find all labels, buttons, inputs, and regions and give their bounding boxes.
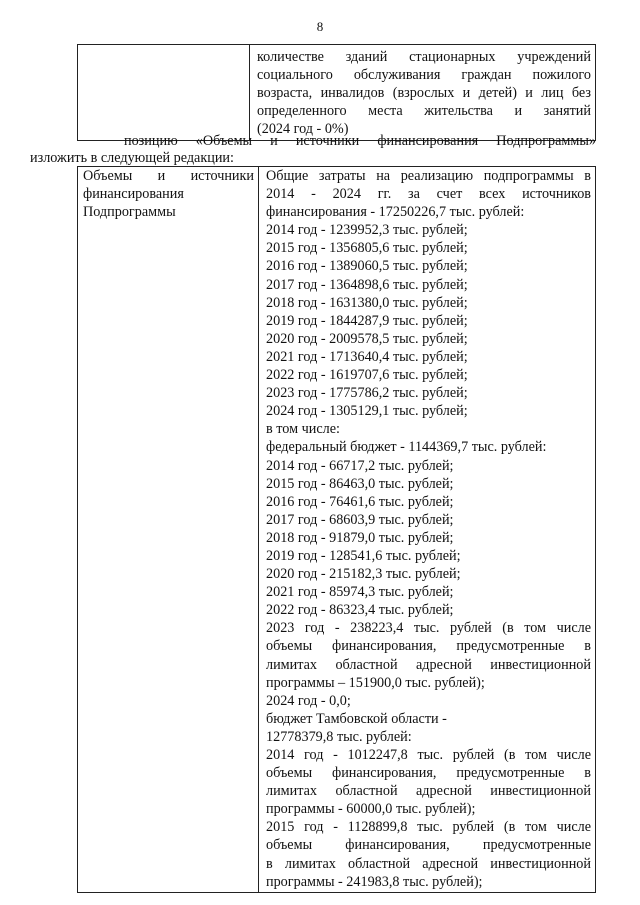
text-line: в том числе: [266, 421, 340, 438]
financing-table [77, 166, 596, 893]
text-line: 2014 год - 1239952,3 тыс. рублей; [266, 222, 468, 239]
financing-details-cell [259, 167, 596, 893]
text-line: 2022 год - 86323,4 тыс. рублей; [266, 602, 454, 619]
text-line: 2023 год - 238223,4 тыс. рублей (в том числе [266, 620, 591, 637]
text-line: федеральный бюджет - 1144369,7 тыс. рублей: [266, 439, 547, 456]
label-cell [78, 167, 259, 893]
text-line: Общие затраты на реализацию подпрограммы в [266, 168, 591, 184]
text-line: 2024 год - 1305129,1 тыс. рублей; [266, 403, 468, 420]
text-line: лимитах областной адресной инвестиционной [266, 656, 591, 673]
empty-label-cell [78, 45, 250, 141]
text-line: 2017 год - 1364898,6 тыс. рублей; [266, 276, 468, 293]
text-line: 2023 год - 1775786,2 тыс. рублей; [266, 385, 468, 402]
text-line: 2014 год - 66717,2 тыс. рублей; [266, 457, 454, 474]
text-line: 12778379,8 тыс. рублей: [266, 728, 412, 745]
text-line: 2022 год - 1619707,6 тыс. рублей; [266, 367, 468, 384]
text-line: 2015 год - 86463,0 тыс. рублей; [266, 475, 454, 492]
text-line: 2020 год - 2009578,5 тыс. рублей; [266, 330, 468, 347]
text-line: 2016 год - 76461,6 тыс. рублей; [266, 493, 454, 510]
text-line: 2019 год - 1844287,9 тыс. рублей; [266, 312, 468, 329]
text-line: 2018 год - 1631380,0 тыс. рублей; [266, 294, 468, 311]
text-line: программы - 60000,0 тыс. рублей); [266, 801, 476, 818]
text-line: 2018 год - 91879,0 тыс. рублей; [266, 529, 454, 546]
text-line: социального обслуживания граждан пожилого [257, 67, 591, 83]
text-line: 2014 - 2024 гг. за счет всех источников [266, 186, 591, 203]
text-line: 2019 год - 128541,6 тыс. рублей; [266, 547, 461, 564]
text-line: бюджет Тамбовской области - [266, 710, 447, 727]
text-line: объемы финансирования, предусмотренные в [266, 765, 591, 782]
page-number: 8 [316, 19, 324, 34]
label-line: Подпрограммы [83, 204, 176, 221]
text-line: 2015 год - 1356805,6 тыс. рублей; [266, 240, 468, 257]
intro-line-1: позицию «Объемы и источники финансирования Подпрограммы» [124, 133, 596, 149]
indicator-text-cell [250, 45, 596, 141]
text-line: 2017 год - 68603,9 тыс. рублей; [266, 511, 454, 528]
text-line: лимитах областной адресной инвестиционной [266, 783, 591, 800]
text-line: программы – 151900,0 тыс. рублей); [266, 674, 485, 691]
text-line: 2021 год - 85974,3 тыс. рублей; [266, 584, 454, 601]
text-line: 2015 год - 1128899,8 тыс. рублей (в том числе [266, 819, 591, 836]
text-line: 2020 год - 215182,3 тыс. рублей; [266, 566, 461, 583]
label-line: финансирования [83, 186, 184, 203]
text-line: финансирования - 17250226,7 тыс. рублей: [266, 204, 525, 221]
text-line: 2014 год - 1012247,8 тыс. рублей (в том числе [266, 747, 591, 763]
text-line: определенного места жительства и занятий [257, 103, 591, 119]
text-line: программы - 241983,8 тыс. рублей); [266, 873, 483, 890]
intro-line-2: изложить в следующей редакции: [30, 150, 234, 166]
text-line: объемы финансирования, предусмотренные [266, 837, 591, 854]
text-line: (2024 год - 0%) [257, 121, 349, 137]
previous-table-continuation [77, 44, 596, 141]
text-line: в лимитах областной адресной инвестиционной [266, 855, 591, 872]
text-line: возраста, инвалидов (взрослых и детей) и лиц без [257, 85, 591, 101]
text-line: объемы финансирования, предусмотренные в [266, 638, 591, 655]
label-line: Объемы и источники [83, 168, 254, 184]
text-line: 2016 год - 1389060,5 тыс. рублей; [266, 258, 468, 275]
text-line: 2024 год - 0,0; [266, 692, 351, 709]
intro-paragraph [30, 133, 596, 167]
text-line: количестве зданий стационарных учреждений [257, 49, 591, 65]
text-line: 2021 год - 1713640,4 тыс. рублей; [266, 348, 468, 365]
